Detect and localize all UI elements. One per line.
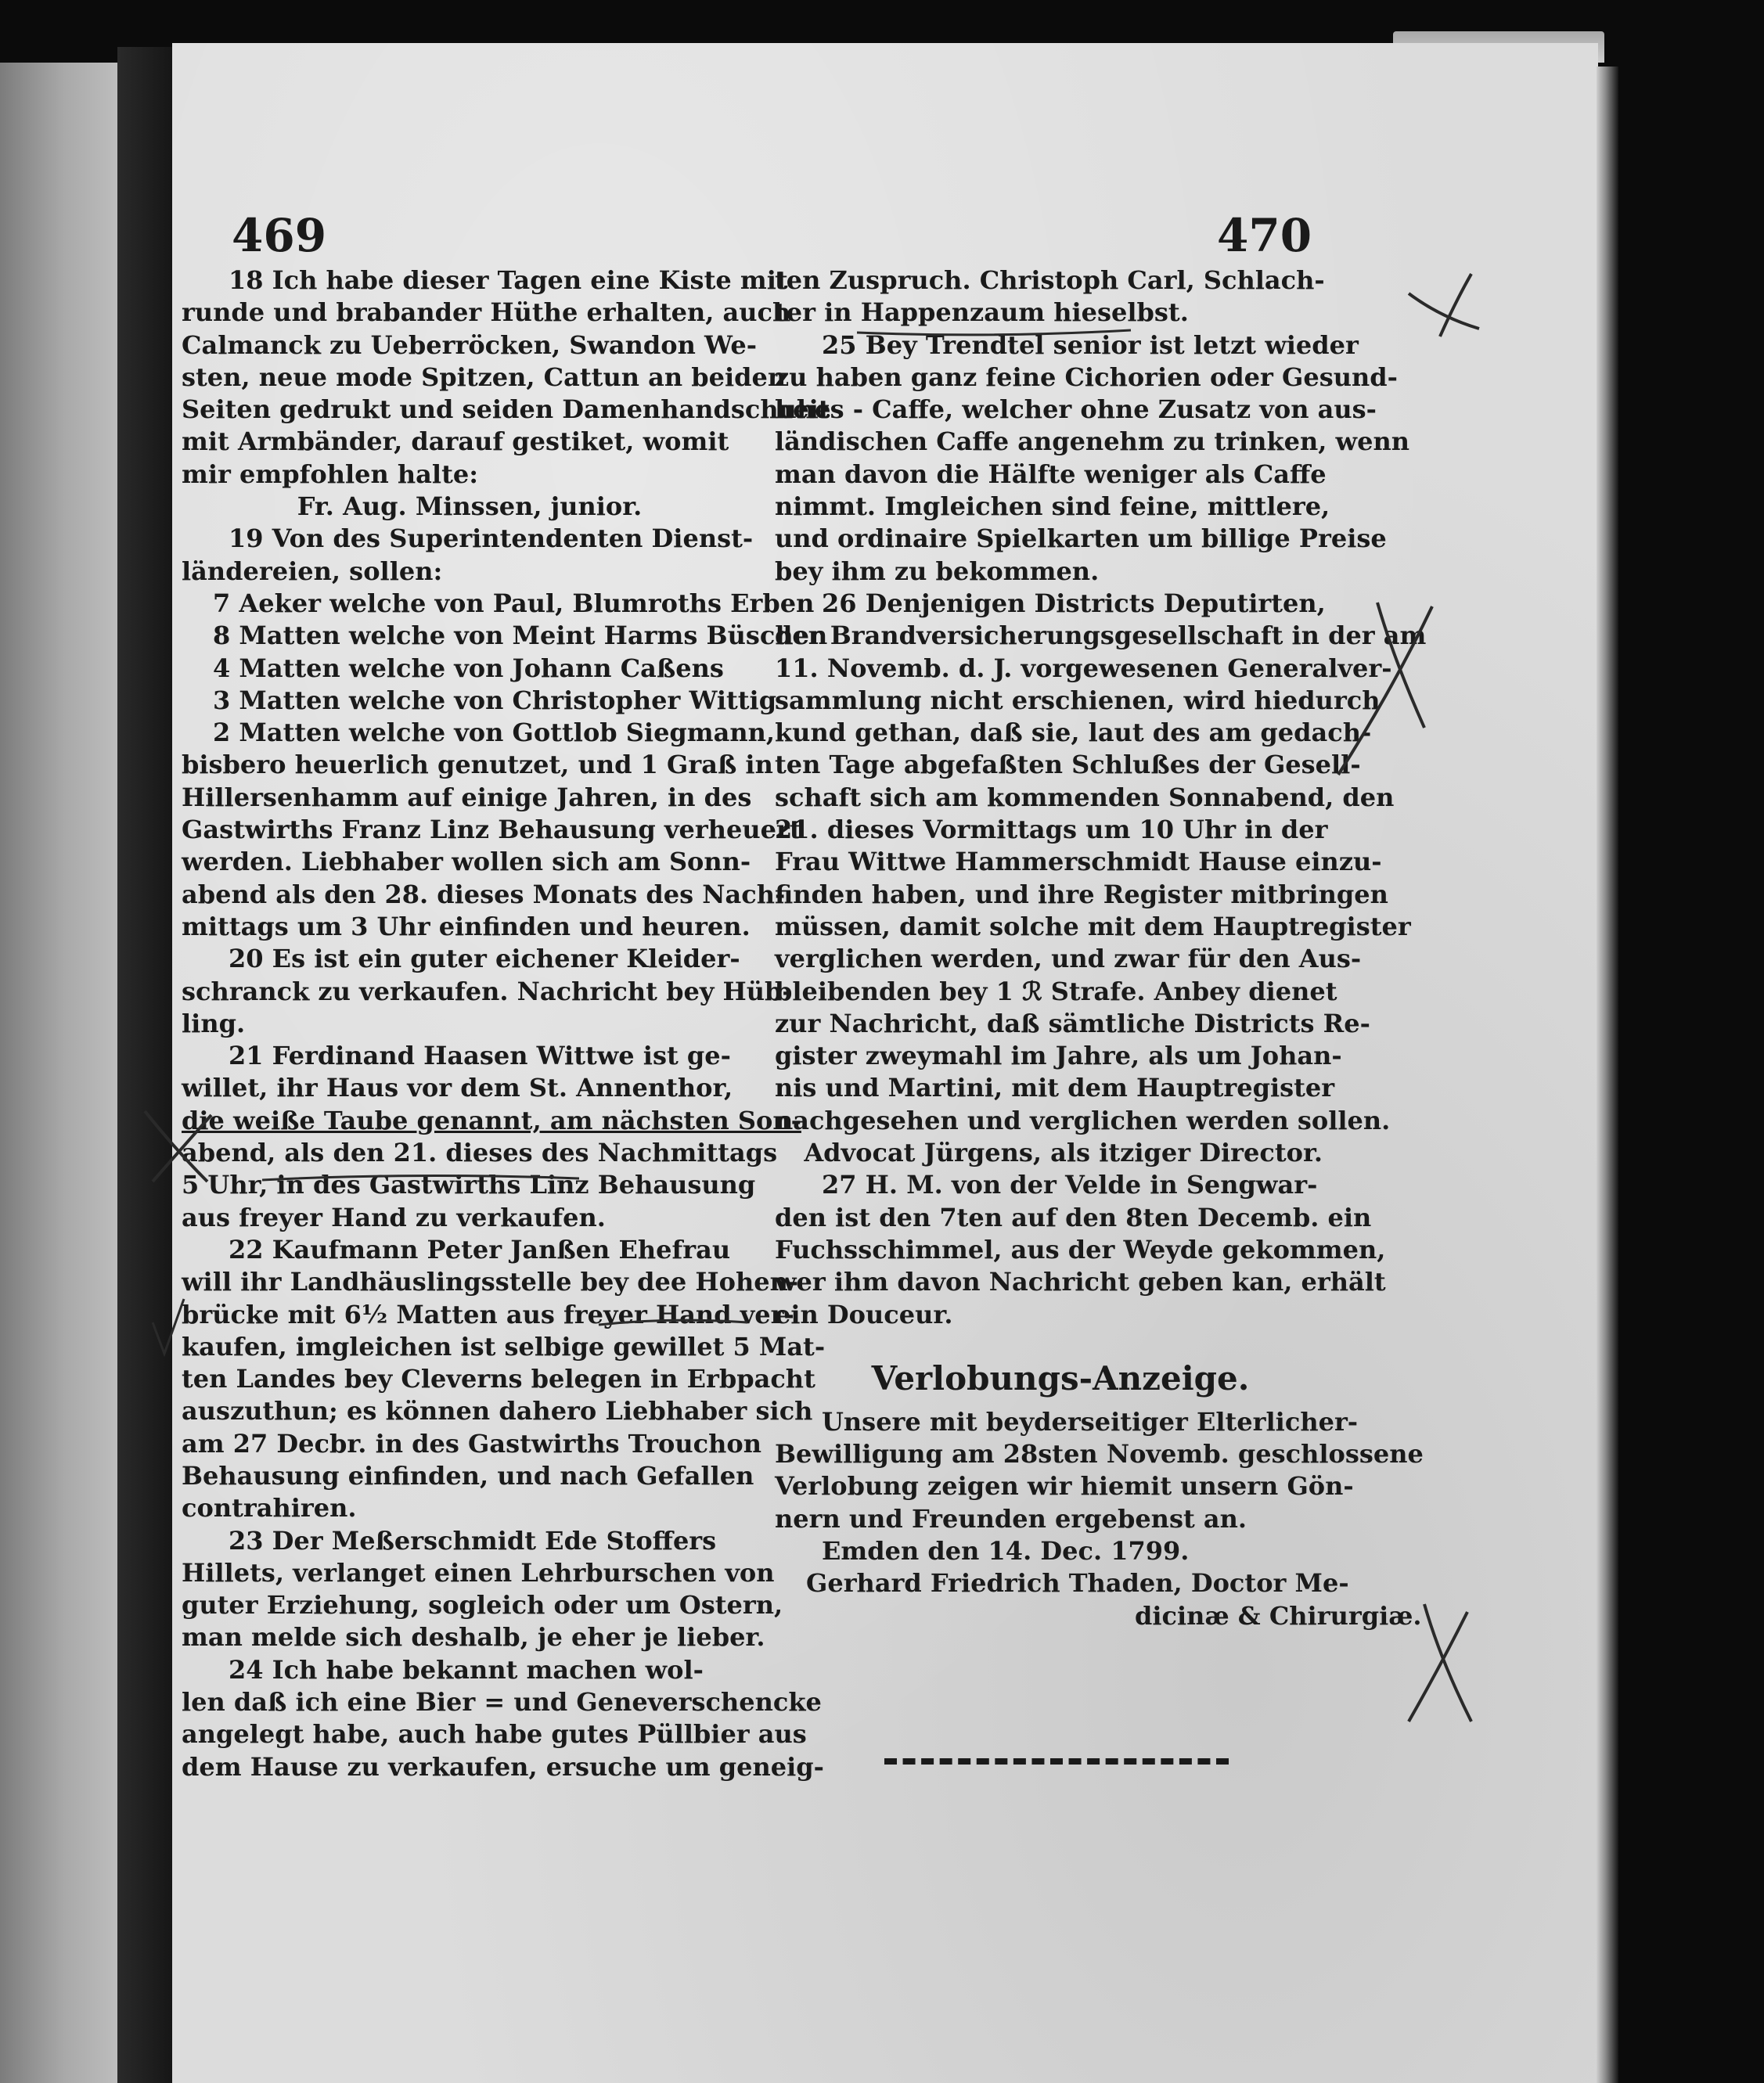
text-line: finden haben, und ihre Register mitbringen (775, 879, 1388, 909)
text-line: auszuthun; es können dahero Liebhaber sich (182, 1396, 813, 1426)
text-line: Calmanck zu Ueberröcken, Swandon We- (182, 329, 757, 360)
text-line: 25 Bey Trendtel senior ist letzt wieder (822, 329, 1359, 360)
pencil-underline-icon (853, 321, 1135, 344)
text-line: und ordinaire Spielkarten um billige Preise (775, 523, 1387, 554)
text-line: ten Tage abgefaßten Schlußes der Gesell- (775, 750, 1361, 780)
text-line: zu haben ganz feine Cichorien oder Gesund- (775, 362, 1398, 392)
text-line: sten, neue mode Spitzen, Cattun an beiden (182, 362, 787, 392)
text-line: Unsere mit beyderseitiger Elterlicher- (822, 1406, 1359, 1437)
text-line: angelegt habe, auch habe gutes Püllbier aus (182, 1719, 807, 1750)
text-line: 11. Novemb. d. J. vorgewesenen Generalver- (775, 653, 1392, 683)
text-line: abend als den 28. dieses Monats des Nach- (182, 879, 786, 909)
text-line: aus freyer Hand zu verkaufen. (182, 1202, 606, 1232)
text-line: müssen, damit solche mit dem Hauptregister (775, 911, 1411, 941)
text-line: mit Armbänder, darauf gestiket, womit (182, 426, 729, 457)
text-line: nis und Martini, mit dem Hauptregister (775, 1073, 1335, 1103)
page-edge-shadow (1597, 67, 1618, 2083)
pencil-check-mark-icon (145, 1291, 192, 1362)
pencil-x-mark-icon (1330, 595, 1440, 782)
text-line: die weiße Taube genannt, am nächsten Son- (182, 1105, 801, 1135)
text-line: 18 Ich habe dieser Tagen eine Kiste mit (229, 265, 788, 295)
text-line: 4 Matten welche von Johann Caßens (213, 653, 724, 683)
text-line: sammlung nicht erschienen, wird hiedurch (775, 685, 1381, 715)
text-line: will ihr Landhäuslingsstelle bey dee Hohen- (182, 1267, 799, 1297)
text-line: ländereien, sollen: (182, 556, 443, 586)
text-line: guter Erziehung, sogleich oder um Ostern, (182, 1590, 783, 1621)
text-line: ling. (182, 1008, 246, 1038)
text-line: Hillersenhamm auf einige Jahren, in des (182, 782, 752, 812)
text-line: Seiten gedrukt und seiden Damenhandschuhe (182, 394, 831, 425)
text-line: man melde sich deshalb, je eher je lieber. (182, 1622, 765, 1653)
text-line: werden. Liebhaber wollen sich am Sonn- (182, 847, 751, 877)
previous-page-edge (0, 63, 117, 2083)
text-line: 19 Von des Superintendenten Dienst- (229, 523, 754, 554)
text-line: heits - Caffe, welcher ohne Zusatz von aus- (775, 394, 1377, 425)
text-line: bey ihm zu bekommen. (775, 556, 1100, 586)
text-line: schranck zu verkaufen. Nachricht bey Hüb- (182, 976, 793, 1006)
left-column (182, 264, 831, 1783)
signature-line: Advocat Jürgens, als itziger Director. (804, 1138, 1323, 1168)
text-line: kaufen, imgleichen ist selbige gewillet 5 Mat- (182, 1331, 826, 1362)
text-line: 3 Matten welche von Christopher Wittig (213, 685, 777, 715)
text-line: 26 Denjenigen Districts Deputirten, (822, 588, 1326, 618)
text-line: verglichen werden, und zwar für den Aus- (775, 944, 1362, 974)
date-line: Emden den 14. Dec. 1799. (822, 1535, 1190, 1566)
text-line: abend, als den 21. dieses des Nachmittags (182, 1138, 778, 1168)
text-line: nern und Freunden ergebenst an. (775, 1503, 1247, 1534)
pencil-underline-icon (258, 1164, 587, 1188)
text-line: 22 Kaufmann Peter Janßen Ehefrau (229, 1234, 731, 1265)
text-line: ten Landes bey Cleverns belegen in Erbpacht (182, 1364, 815, 1394)
text-line: Behausung einfinden, und nach Gefallen (182, 1460, 754, 1491)
section-divider (884, 1758, 1229, 1765)
announcement-heading: Verlobungs-Anzeige. (871, 1358, 1250, 1398)
text-line: 21 Ferdinand Haasen Wittwe ist ge- (229, 1041, 731, 1071)
pencil-x-mark-icon (1401, 270, 1487, 340)
text-line: den ist den 7ten auf den 8ten Decemb. ein (775, 1202, 1372, 1232)
signature-line: Gerhard Friedrich Thaden, Doctor Me- (806, 1568, 1349, 1599)
signature-line: dicinæ & Chirurgiæ. (1135, 1600, 1422, 1631)
text-line: nimmt. Imgleichen sind feine, mittlere, (775, 491, 1330, 522)
book-gutter (117, 47, 172, 2083)
text-line: runde und brabander Hüthe erhalten, auch (182, 297, 791, 328)
text-line: gister zweymahl im Jahre, als um Johan- (775, 1041, 1342, 1071)
text-line: wer ihm davon Nachricht geben kan, erhält (775, 1267, 1386, 1297)
page-number-right: 470 (1217, 209, 1312, 262)
pencil-x-mark-icon (1393, 1596, 1479, 1729)
pencil-x-mark-icon (137, 1103, 223, 1189)
text-line: zur Nachricht, daß sämtliche Districts Re- (775, 1008, 1370, 1038)
page-number-left: 469 (232, 209, 327, 262)
text-line: kund gethan, daß sie, laut des am gedach- (775, 718, 1372, 748)
signature-line: Fr. Aug. Minssen, junior. (297, 491, 643, 522)
text-line: bisbero heuerlich genutzet, und 1 Graß in (182, 750, 773, 780)
text-line: Verlobung zeigen wir hiemit unsern Gön- (775, 1471, 1354, 1502)
text-line: man davon die Hälfte weniger als Caffe (775, 459, 1327, 489)
text-line: contrahiren. (182, 1493, 357, 1524)
text-line: ländischen Caffe angenehm zu trinken, wenn (775, 426, 1409, 457)
text-line: mir empfohlen halte: (182, 459, 479, 489)
text-line: der Brandversicherungsgesellschaft in der am (775, 621, 1427, 651)
text-line: 7 Aeker welche von Paul, Blumroths Erben (213, 588, 815, 618)
text-line: 2 Matten welche von Gottlob Siegmann, (213, 718, 776, 748)
text-line: ten Zuspruch. Christoph Carl, Schlach- (775, 265, 1325, 295)
text-line: len daß ich eine Bier = und Geneverschencke (182, 1687, 822, 1718)
text-line: Hillets, verlanget einen Lehrburschen von (182, 1557, 775, 1588)
text-line: Fuchsschimmel, aus der Weyde gekommen, (775, 1234, 1386, 1265)
text-line: Bewilligung am 28sten Novemb. geschlossene (775, 1439, 1424, 1470)
text-line: 27 H. M. von der Velde in Sengwar- (822, 1170, 1318, 1200)
text-line: am 27 Decbr. in des Gastwirths Trouchon (182, 1428, 761, 1459)
text-line: willet, ihr Haus vor dem St. Annenthor, (182, 1073, 733, 1103)
text-line: ter in Happenzaum hieselbst. (775, 297, 1189, 328)
text-line: 24 Ich habe bekannt machen wol- (229, 1654, 704, 1685)
text-line: dem Hause zu verkaufen, ersuche um geneig- (182, 1751, 824, 1782)
text-line: brücke mit 6½ Matten aus freyer Hand ver- (182, 1299, 794, 1329)
text-line: ein Douceur. (775, 1299, 953, 1329)
text-line: nachgesehen und verglichen werden sollen. (775, 1105, 1391, 1135)
text-line: bleibenden bey 1 ℛ Strafe. Anbey dienet (775, 976, 1337, 1006)
text-line: Frau Wittwe Hammerschmidt Hause einzu- (775, 847, 1382, 877)
text-line: Gastwirths Franz Linz Behausung verheuert (182, 815, 801, 845)
right-column (775, 264, 1427, 1632)
pencil-underline-icon (595, 1311, 751, 1334)
text-line: 20 Es ist ein guter eichener Kleider- (229, 944, 740, 974)
text-line: 5 Uhr, in des Gastwirths Linz Behausung (182, 1170, 756, 1200)
text-line: 21. dieses Vormittags um 10 Uhr in der (775, 815, 1328, 845)
text-line: mittags um 3 Uhr einfinden und heuren. (182, 911, 751, 941)
text-line: schaft sich am kommenden Sonnabend, den (775, 782, 1395, 812)
text-line: 23 Der Meßerschmidt Ede Stoffers (229, 1525, 717, 1556)
text-line: 8 Matten welche von Meint Harms Büschen (213, 621, 828, 651)
